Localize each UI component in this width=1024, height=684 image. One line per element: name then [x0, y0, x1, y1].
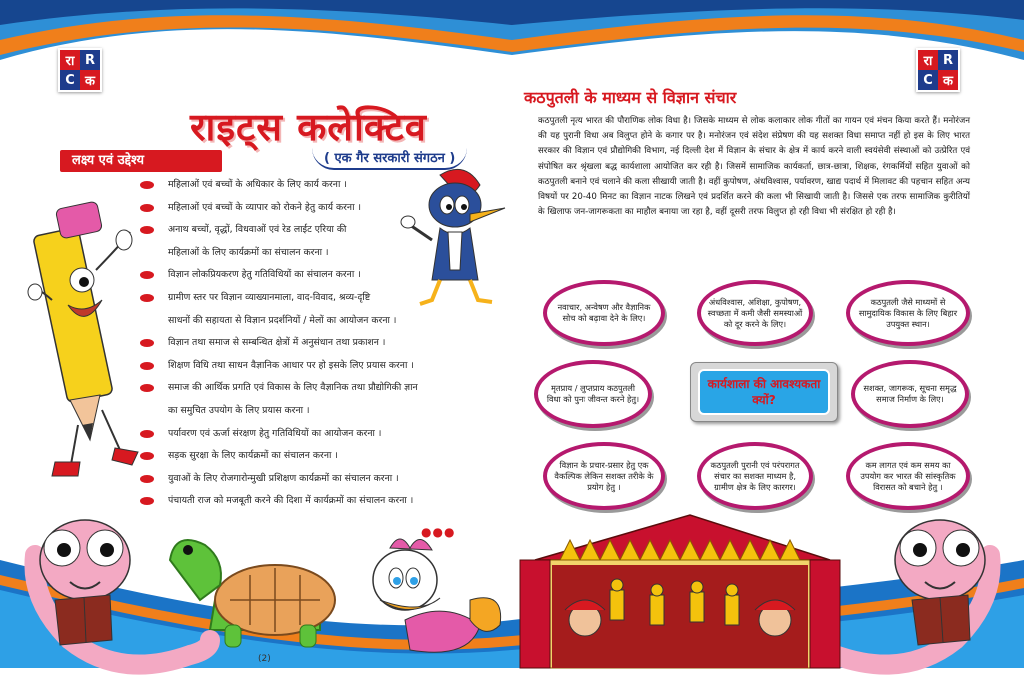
goal-text-continued: महिलाओं के लिए कार्यक्रमों का संचालन करना ।: [168, 246, 329, 258]
goal-text: अनाथ बच्चों, वृद्धों, विधवाओं एवं रेड लाईट एरिया की: [168, 224, 347, 236]
rc-logo-left: [58, 48, 102, 92]
bullet-icon: [140, 339, 154, 347]
decorative-dots: ●●●: [421, 525, 456, 539]
goal-text: विज्ञान लोकप्रियकरण हेतु गतिविधियों का संचालन करना ।: [168, 269, 361, 281]
workshop-question-box: [690, 362, 838, 422]
goals-list: [140, 174, 480, 513]
goal-text: पंचायती राज को मजबूती करने की दिशा में कार्यक्रमों का संचालन करना ।: [168, 495, 414, 507]
bullet-icon: [140, 452, 154, 460]
intro-paragraph: कठपुतली नृत्य भारत की पौराणिक लोक विधा है। जिसके माध्यम से लोक कलाकार लोक गीतों का गायन एवं मंचन किया करते हैं। मनोरंजन की यह पुरानी विधा अब विलुप्त होने के कगार पर है। मनोरंजन एवं संदेश संप्रेषण की यह सशक्त विधा समाप्त नहीं हो इस के लिए भारत सरकार की विज्ञान एवं प्रौद्योगिकी विभाग, नई दिल्ली देश में विज्ञान के संचार के क्षेत्र में कार्य करने वाली स्वयंसेवी संस्थाओं को उत्प्रेरित एवं संपोषित कर श्रृंखला बद्ध कार्यशाला आयोजित कर रही है। जिसमें सामाजिक कार्यकर्ता, छात्र-छात्रा, शिक्षक, रंगकर्मियों सहित युवाओं को कठपुतली बनाने एवं चलाने की कला सीखायी जाती है। वहीं कुपोषण, अंधविश्वास, पर्यावरण, खाद्य पदार्थ में मिलावट की पहचान सहित अन्य विषयों पर 20-40 मिनट का विज्ञान नाटक लिखने एवं प्रदर्शित करने की कला भी सिखायी जाती है। जिससे एक तरफ सामाजिक कुरीतियों के खिलाफ जन-जागरूकता का माहौल बनाया जा रहा है, वहीं दूसरी तरफ विलुप्त हो रही विधा भी संरक्षित हो रही है।: [538, 116, 970, 218]
section-title: कठपुतली के माध्यम से विज्ञान संचार: [524, 88, 737, 107]
logo-letter: R: [938, 50, 958, 70]
goal-text: विज्ञान तथा समाज से सम्बन्धित क्षेत्रों में अनुसंधान तथा प्रकाशन ।: [168, 337, 386, 349]
goal-text: महिलाओं एवं बच्चों के अधिकार के लिए कार्य करना ।: [168, 179, 347, 190]
reason-bubble: मृतप्राय / लुप्तप्राय कठपुतली विधा को पुनः जीवन्त करने हेतु।: [534, 360, 652, 428]
organization-name: राइट्स कलेक्टिव: [190, 104, 427, 149]
bullet-icon: [140, 181, 154, 189]
goal-text: पर्यावरण एवं ऊर्जा संरक्षण हेतु गतिविधियों का आयोजन करना ।: [168, 427, 382, 439]
bullet-icon: [140, 475, 154, 483]
organization-subtitle: ( एक गैर सरकारी संगठन ): [312, 148, 467, 170]
workshop-question: कार्यशाला की आवश्यकता क्यों?: [698, 369, 830, 415]
goal-item: [140, 197, 480, 220]
logo-letter: C: [60, 70, 80, 90]
goal-item: [140, 219, 480, 264]
bullet-icon: [140, 226, 154, 234]
goal-item: [140, 468, 480, 491]
pencil-mascot-illustration: [28, 201, 138, 476]
reason-bubble: कठपुतली जैसे माध्यमों से सामुदायिक विकास के लिए बिहार उपयुक्त स्थान।: [846, 280, 970, 346]
goal-item: [140, 490, 480, 513]
logo-letter: क: [80, 70, 100, 90]
reason-bubble: कम लागत एवं कम समय का उपयोग कर भारत की सांस्कृतिक विरासत को बचाने हेतु ।: [846, 442, 970, 510]
goal-item: [140, 287, 480, 332]
logo-letter: रा: [60, 50, 80, 70]
reason-bubble: नवाचार, अन्वेषण और वैज्ञानिक सोच को बढ़ावा देने के लिए।: [543, 280, 665, 346]
goal-text: युवाओं के लिए रोजगारोन्मुखी प्रशिक्षण कार्यक्रमों का संचालन करना ।: [168, 472, 399, 484]
bullet-icon: [140, 204, 154, 212]
bullet-icon: [140, 384, 154, 392]
bullet-icon: [140, 294, 154, 302]
goal-item: [140, 332, 480, 355]
bullet-icon: [140, 430, 154, 438]
goals-heading: लक्ष्य एवं उद्देश्य: [60, 150, 222, 172]
goal-text: सड़क सुरक्षा के लिए कार्यक्रमों का संचालन करना ।: [168, 450, 338, 462]
goal-item: [140, 377, 480, 422]
page-number: (2): [258, 654, 271, 664]
bullet-icon: [140, 497, 154, 505]
reason-bubble: सशक्त, जागरूक, सूचना समृद्ध समाज निर्माण के लिए।: [851, 360, 969, 428]
goal-item: [140, 355, 480, 378]
reason-bubble: कठपुतली पुरानी एवं परंपरागत संचार का सशक्त माध्यम है, ग्रामीण क्षेत्र के लिए कारगर।: [697, 442, 813, 510]
logo-letter: R: [80, 50, 100, 70]
goal-text: समाज की आर्थिक प्रगति एवं विकास के लिए वैज्ञानिक तथा प्रौद्योगिकी ज्ञान: [168, 382, 418, 394]
logo-letter: रा: [918, 50, 938, 70]
rc-logo-right: [916, 48, 960, 92]
goal-item: [140, 445, 480, 468]
goal-text-continued: का समुचित उपयोग के लिए प्रयास करना ।: [168, 404, 310, 416]
reason-bubble: अंधविश्वास, अशिक्षा, कुपोषण, स्वच्छता में कमी जैसी समस्याओं को दूर करने के लिए।: [697, 280, 813, 346]
goal-item: [140, 174, 480, 197]
puppet-stage-illustration: [520, 515, 840, 668]
reason-bubble: विज्ञान के प्रचार-प्रसार हेतु एक वैकल्पिक लेकिन सशक्त तरीके के प्रयोग हेतु ।: [543, 442, 665, 510]
logo-letter: क: [938, 70, 958, 90]
goal-text-continued: साधनों की सहायता से विज्ञान प्रदर्शनियों / मेलों का आयोजन करना ।: [168, 314, 397, 326]
logo-letter: C: [918, 70, 938, 90]
bullet-icon: [140, 271, 154, 279]
goal-item: [140, 423, 480, 446]
goal-text: महिलाओं एवं बच्चों के व्यापार को रोकने हेतु कार्य करना ।: [168, 201, 361, 213]
bullet-icon: [140, 362, 154, 370]
goal-text: ग्रामीण स्तर पर विज्ञान व्याख्यानमाला, वाद-विवाद, श्रव्य-दृष्टि: [168, 291, 371, 303]
goal-item: [140, 264, 480, 287]
goal-text: शिक्षण विधि तथा साधन वैज्ञानिक आधार पर हो इसके लिए प्रयास करना ।: [168, 359, 414, 371]
